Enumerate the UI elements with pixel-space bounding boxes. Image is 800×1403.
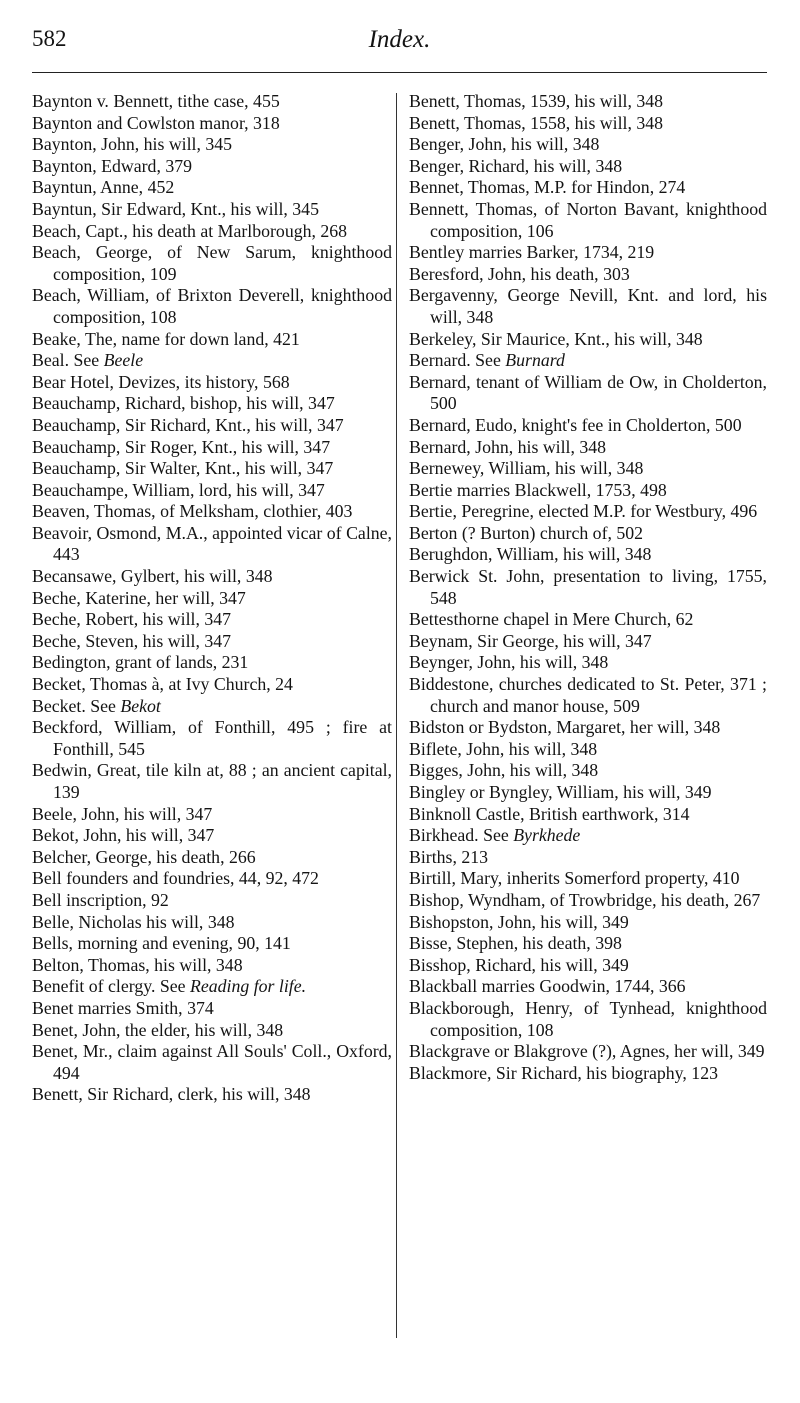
- index-entry: [409, 113, 767, 135]
- index-entry-text: Bayntun, Anne, 452: [32, 177, 175, 198]
- index-entry: [409, 912, 767, 934]
- index-entry-text: Beach, William, of Brixton Deverell, knighthood composition, 108: [32, 285, 392, 327]
- index-entry-text: Bidston or Bydston, Margaret, her will, 348: [409, 717, 721, 738]
- index-entry-text: Beauchamp, Sir Walter, Knt., his will, 347: [32, 458, 334, 479]
- index-entry-text: Beche, Robert, his will, 347: [32, 609, 232, 630]
- index-entry: [409, 782, 767, 804]
- index-entry-text: Bernard, John, his will, 348: [409, 436, 607, 457]
- index-entry: [409, 242, 767, 264]
- index-entry-text: Bekot, John, his will, 347: [32, 825, 215, 846]
- index-entry-text: Beele, John, his will, 347: [32, 803, 213, 824]
- index-entry-cross-reference: Reading for life.: [190, 976, 307, 997]
- index-entry-text: Benet, Mr., claim against All Souls' Coll., Oxford, 494: [32, 1041, 392, 1083]
- index-entry: [409, 976, 767, 998]
- index-entry-text: Baynton and Cowlston manor, 318: [32, 112, 280, 133]
- index-entry-text: Bennet, Thomas, M.P. for Hindon, 274: [409, 177, 686, 198]
- index-entry-text: Blackgrave or Blakgrove (?), Agnes, her will, 349: [409, 1041, 765, 1062]
- index-entry: [409, 890, 767, 912]
- index-entry: [32, 825, 392, 847]
- index-entry: [409, 458, 767, 480]
- index-entry: [32, 437, 392, 459]
- index-entry-text: Bertie marries Blackwell, 1753, 498: [409, 479, 667, 500]
- index-entry-cross-reference: Byrkhede: [513, 825, 581, 846]
- index-entry: [409, 264, 767, 286]
- index-entry-text: Beynger, John, his will, 348: [409, 652, 609, 673]
- index-entry: [409, 760, 767, 782]
- index-entry-text: Berwick St. John, presentation to living, 1755, 548: [409, 566, 767, 608]
- index-entry-text: Bear Hotel, Devizes, its history, 568: [32, 371, 290, 392]
- index-entry-text: Berton (? Burton) church of, 502: [409, 522, 644, 543]
- index-entry: [32, 976, 392, 998]
- index-entry-text: Beche, Steven, his will, 347: [32, 630, 232, 651]
- index-entry-text: Becansawe, Gylbert, his will, 348: [32, 566, 273, 587]
- index-entry-text: Becket. See: [32, 695, 121, 716]
- page-title: Index.: [368, 26, 431, 53]
- index-entry: [32, 415, 392, 437]
- index-entry: [409, 804, 767, 826]
- index-entry: [32, 609, 392, 631]
- index-entry-text: Blackborough, Henry, of Tynhead, knighthood composition, 108: [409, 997, 767, 1040]
- index-entry-text: Biflete, John, his will, 348: [409, 738, 598, 759]
- index-entry: [409, 717, 767, 739]
- index-entry: [409, 674, 767, 717]
- index-entry: [32, 329, 392, 351]
- index-entry-text: Baynton, John, his will, 345: [32, 134, 233, 155]
- index-entry-text: Belton, Thomas, his will, 348: [32, 954, 243, 975]
- index-entry: [409, 1063, 767, 1085]
- index-entry-text: Beal. See: [32, 350, 104, 371]
- index-entry-text: Bernewey, William, his will, 348: [409, 458, 644, 479]
- index-entry: [32, 912, 392, 934]
- index-entry-text: Bentley marries Barker, 1734, 219: [409, 242, 655, 263]
- index-entry-text: Bisse, Stephen, his death, 398: [409, 933, 622, 954]
- index-entry: [32, 1084, 392, 1106]
- index-entry-text: Bernard, tenant of William de Ow, in Cholderton, 500: [409, 371, 767, 414]
- index-entry: [32, 134, 392, 156]
- page-number: 582: [32, 26, 67, 51]
- index-entry: [409, 739, 767, 761]
- index-entry-text: Biddestone, churches dedicated to St. Peter, 371 ; church and manor house, 509: [409, 674, 767, 716]
- index-column-left: [32, 91, 392, 1106]
- index-entry-text: Berughdon, William, his will, 348: [409, 544, 652, 565]
- index-entry: [409, 156, 767, 178]
- index-entry-text: Beauchamp, Sir Roger, Knt., his will, 347: [32, 436, 331, 457]
- index-entry: [32, 523, 392, 566]
- index-entry: [32, 156, 392, 178]
- index-entry: [32, 890, 392, 912]
- index-entry-text: Bayntun, Sir Edward, Knt., his will, 345: [32, 198, 319, 219]
- index-entry-text: Blackball marries Goodwin, 1744, 366: [409, 976, 686, 997]
- index-entry-text: Bishopston, John, his will, 349: [409, 911, 629, 932]
- index-entry: [409, 199, 767, 242]
- index-entry-text: Beach, George, of New Sarum, knighthood composition, 109: [32, 242, 392, 284]
- index-entry: [409, 415, 767, 437]
- index-entry: [32, 588, 392, 610]
- index-entry: [409, 825, 767, 847]
- index-entry-text: Beynam, Sir George, his will, 347: [409, 630, 652, 651]
- index-entry: [32, 868, 392, 890]
- index-entry: [409, 566, 767, 609]
- index-entry: [32, 1041, 392, 1084]
- index-entry: [32, 955, 392, 977]
- index-entry-text: Benett, Sir Richard, clerk, his will, 348: [32, 1084, 311, 1105]
- index-entry: [32, 674, 392, 696]
- index-entry-text: Beavoir, Osmond, M.A., appointed vicar of Calne, 443: [32, 522, 392, 565]
- index-entry-text: Bedwin, Great, tile kiln at, 88 ; an ancient capital, 139: [32, 760, 392, 802]
- index-entry: [409, 134, 767, 156]
- index-entry: [32, 480, 392, 502]
- index-entry-cross-reference: Beele: [103, 350, 144, 371]
- index-entry-text: Benett, Thomas, 1558, his will, 348: [409, 112, 664, 133]
- index-entry-cross-reference: Bekot: [120, 695, 161, 716]
- index-entry-text: Birkhead. See: [409, 825, 514, 846]
- index-entry-text: Baynton v. Bennett, tithe case, 455: [32, 91, 280, 111]
- index-entry-text: Beake, The, name for down land, 421: [32, 328, 300, 349]
- index-column-right: [409, 91, 767, 1084]
- index-entry: [409, 631, 767, 653]
- index-entry: [32, 285, 392, 328]
- index-entry: [32, 199, 392, 221]
- index-entry-text: Benefit of clergy. See: [32, 976, 190, 997]
- index-entry-text: Baynton, Edward, 379: [32, 155, 193, 176]
- index-entry-text: Benet marries Smith, 374: [32, 997, 214, 1018]
- index-entry: [409, 847, 767, 869]
- index-entry: [409, 350, 767, 372]
- index-entry: [409, 933, 767, 955]
- index-entry: [32, 760, 392, 803]
- index-entry: [409, 285, 767, 328]
- index-entry: [409, 652, 767, 674]
- page-header: [32, 26, 767, 66]
- index-entry: [32, 91, 392, 113]
- index-entry: [409, 544, 767, 566]
- index-entry: [32, 847, 392, 869]
- index-entry-text: Bells, morning and evening, 90, 141: [32, 933, 291, 954]
- index-entry-text: Becket, Thomas à, at Ivy Church, 24: [32, 674, 293, 695]
- index-entry: [409, 177, 767, 199]
- index-entry-text: Benger, John, his will, 348: [409, 134, 600, 155]
- index-entry: [32, 501, 392, 523]
- index-entry: [32, 1020, 392, 1042]
- index-entry-text: Beckford, William, of Fonthill, 495 ; fire at Fonthill, 545: [32, 717, 392, 759]
- index-entry-text: Bernard. See: [409, 350, 506, 371]
- index-entry-text: Belcher, George, his death, 266: [32, 846, 256, 867]
- index-entry: [32, 696, 392, 718]
- index-entry-text: Birtill, Mary, inherits Somerford property, 410: [409, 868, 740, 889]
- index-entry: [409, 501, 767, 523]
- index-entry: [32, 458, 392, 480]
- index-entry: [32, 221, 392, 243]
- index-entry-text: Benger, Richard, his will, 348: [409, 155, 623, 176]
- index-entry-text: Bingley or Byngley, William, his will, 349: [409, 782, 712, 802]
- index-entry-text: Bigges, John, his will, 348: [409, 760, 599, 781]
- index-entry-text: Blackmore, Sir Richard, his biography, 123: [409, 1062, 718, 1083]
- index-entry-text: Births, 213: [409, 846, 489, 867]
- index-entry-text: Beaven, Thomas, of Melksham, clothier, 403: [32, 501, 353, 522]
- index-entry: [409, 437, 767, 459]
- index-entry: [409, 329, 767, 351]
- index-entry-text: Bell founders and foundries, 44, 92, 472: [32, 868, 319, 889]
- index-entry: [32, 717, 392, 760]
- index-entry-text: Belle, Nicholas his will, 348: [32, 911, 235, 932]
- index-entry: [32, 350, 392, 372]
- index-entry: [32, 566, 392, 588]
- index-entry-text: Bettesthorne chapel in Mere Church, 62: [409, 609, 694, 630]
- index-entry-text: Bergavenny, George Nevill, Knt. and lord, his will, 348: [409, 285, 767, 327]
- index-entry: [409, 372, 767, 415]
- index-entry-text: Beche, Katerine, her will, 347: [32, 587, 246, 608]
- index-entry: [32, 393, 392, 415]
- index-entry: [32, 804, 392, 826]
- column-divider: [396, 93, 397, 1338]
- index-entry: [32, 631, 392, 653]
- index-entry: [32, 998, 392, 1020]
- index-entry: [32, 242, 392, 285]
- index-entry: [409, 1041, 767, 1063]
- index-entry-text: Bisshop, Richard, his will, 349: [409, 954, 629, 975]
- index-entry-text: Beauchampe, William, lord, his will, 347: [32, 479, 325, 500]
- index-entry: [409, 998, 767, 1041]
- index-entry: [32, 113, 392, 135]
- index-entry-text: Berkeley, Sir Maurice, Knt., his will, 348: [409, 328, 703, 349]
- index-entry: [409, 91, 767, 113]
- index-entry: [409, 523, 767, 545]
- index-entry-text: Beauchamp, Sir Richard, Knt., his will, 347: [32, 414, 344, 435]
- index-entry-text: Bertie, Peregrine, elected M.P. for Westbury, 496: [409, 501, 758, 522]
- index-entry: [32, 372, 392, 394]
- index-entry-text: Benett, Thomas, 1539, his will, 348: [409, 91, 664, 111]
- index-entry-text: Beauchamp, Richard, bishop, his will, 347: [32, 393, 335, 414]
- index-entry: [409, 955, 767, 977]
- index-entry: [32, 933, 392, 955]
- index-entry-text: Bernard, Eudo, knight's fee in Cholderton, 500: [409, 414, 742, 435]
- index-entry-text: Bishop, Wyndham, of Trowbridge, his death, 267: [409, 889, 761, 910]
- index-entry: [32, 177, 392, 199]
- index-entry-text: Beresford, John, his death, 303: [409, 263, 630, 284]
- index-entry: [409, 609, 767, 631]
- index-entry-text: Beach, Capt., his death at Marlborough, 268: [32, 220, 348, 241]
- index-entry-text: Binknoll Castle, British earthwork, 314: [409, 803, 690, 824]
- index-entry-text: Bedington, grant of lands, 231: [32, 652, 249, 673]
- index-entry-text: Benet, John, the elder, his will, 348: [32, 1019, 284, 1040]
- index-entry: [409, 868, 767, 890]
- index-entry-cross-reference: Burnard: [505, 350, 565, 371]
- index-entry: [32, 652, 392, 674]
- header-rule: [32, 72, 767, 73]
- index-entry: [409, 480, 767, 502]
- index-entry-text: Bennett, Thomas, of Norton Bavant, knighthood composition, 106: [409, 198, 767, 241]
- index-entry-text: Bell inscription, 92: [32, 889, 169, 910]
